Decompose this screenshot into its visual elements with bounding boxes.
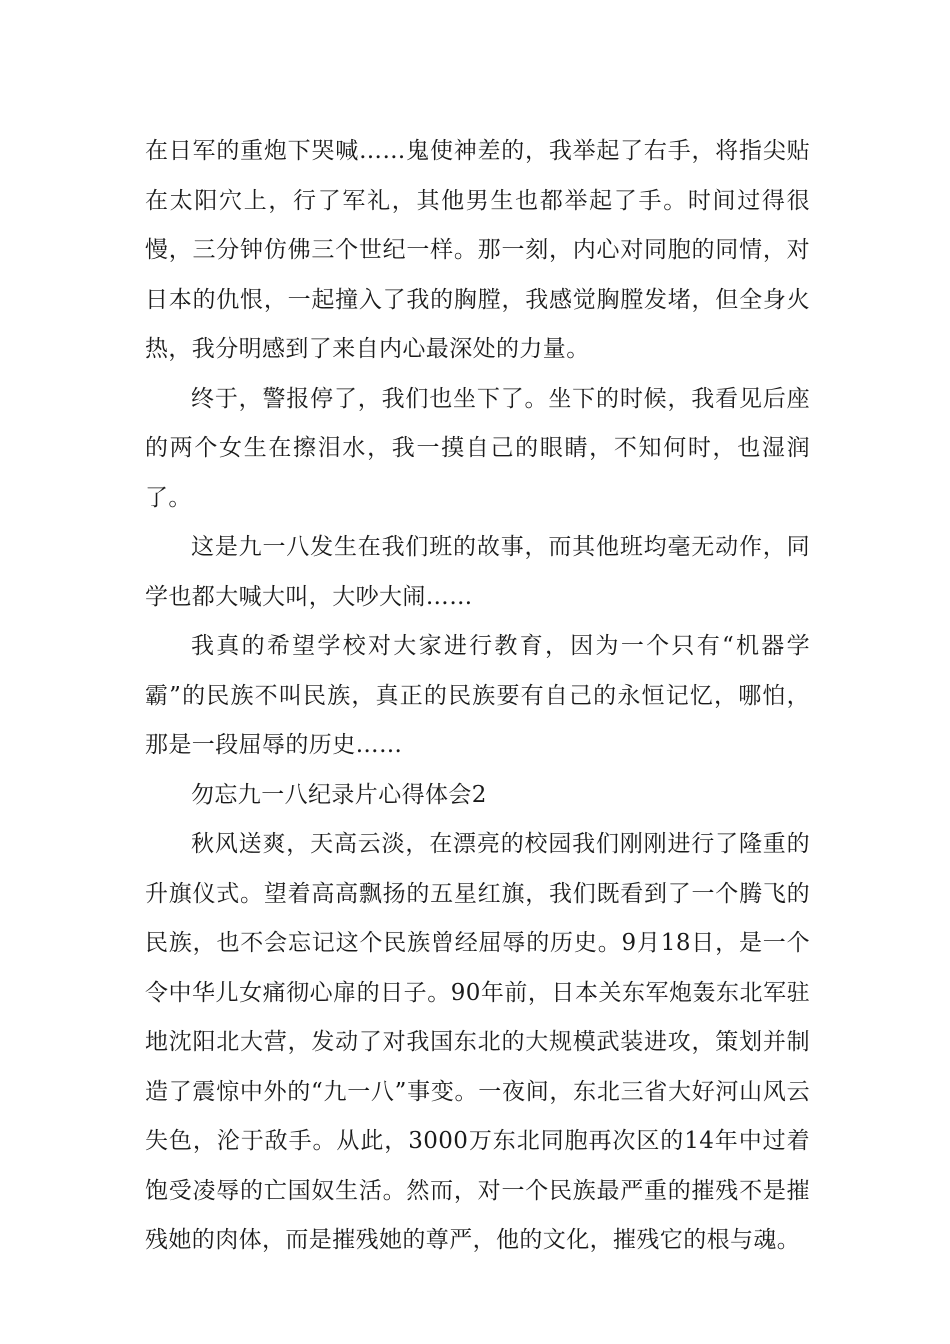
document-body	[145, 127, 810, 1266]
paragraph-4: 我真的希望学校对大家进行教育，因为一个只有“机器学霸”的民族不叫民族，真正的民族要有自己的永恒记忆，哪怕，那是一段屈辱的历史……	[145, 633, 810, 758]
paragraph-3: 这是九一八发生在我们班的故事，而其他班均毫无动作，同学也都大喊大叫，大吵大闹……	[145, 534, 810, 610]
paragraph-5: 秋风送爽，天高云淡，在漂亮的校园我们刚刚进行了隆重的升旗仪式。望着高高飘扬的五星红旗，我们既看到了一个腾飞的民族，也不会忘记这个民族曾经屈辱的历史。9月18日，是一个令中华儿女痛彻心扉的日子。90年前，日本关东军炮轰东北军驻地沈阳北大营，发动了对我国东北的大规模武装进攻，策划并制造了震惊中外的“九一八”事变。一夜间，东北三省大好河山风云失色，沦于敌手。从此，3000万东北同胞再次区的14年中过着饱受凌辱的亡国奴生活。然而，对一个民族最严重的摧残不是摧残她的肉体，而是摧残她的尊严，他的文化，摧残它的根与魂。	[145, 831, 810, 1253]
section-heading: 勿忘九一八纪录片心得体会2	[191, 781, 487, 808]
paragraph-2: 终于，警报停了，我们也坐下了。坐下的时候，我看见后座的两个女生在擦泪水，我一摸自己的眼睛，不知何时，也湿润了。	[145, 385, 810, 511]
paragraph-1: 在日军的重炮下哭喊……鬼使神差的，我举起了右手，将指尖贴在太阳穴上，行了军礼，其他男生也都举起了手。时间过得很慢，三分钟仿佛三个世纪一样。那一刻，内心对同胞的同情，对日本的仇恨，一起撞入了我的胸膛，我感觉胸膛发堵，但全身火热，我分明感到了来自内心最深处的力量。	[145, 138, 810, 362]
